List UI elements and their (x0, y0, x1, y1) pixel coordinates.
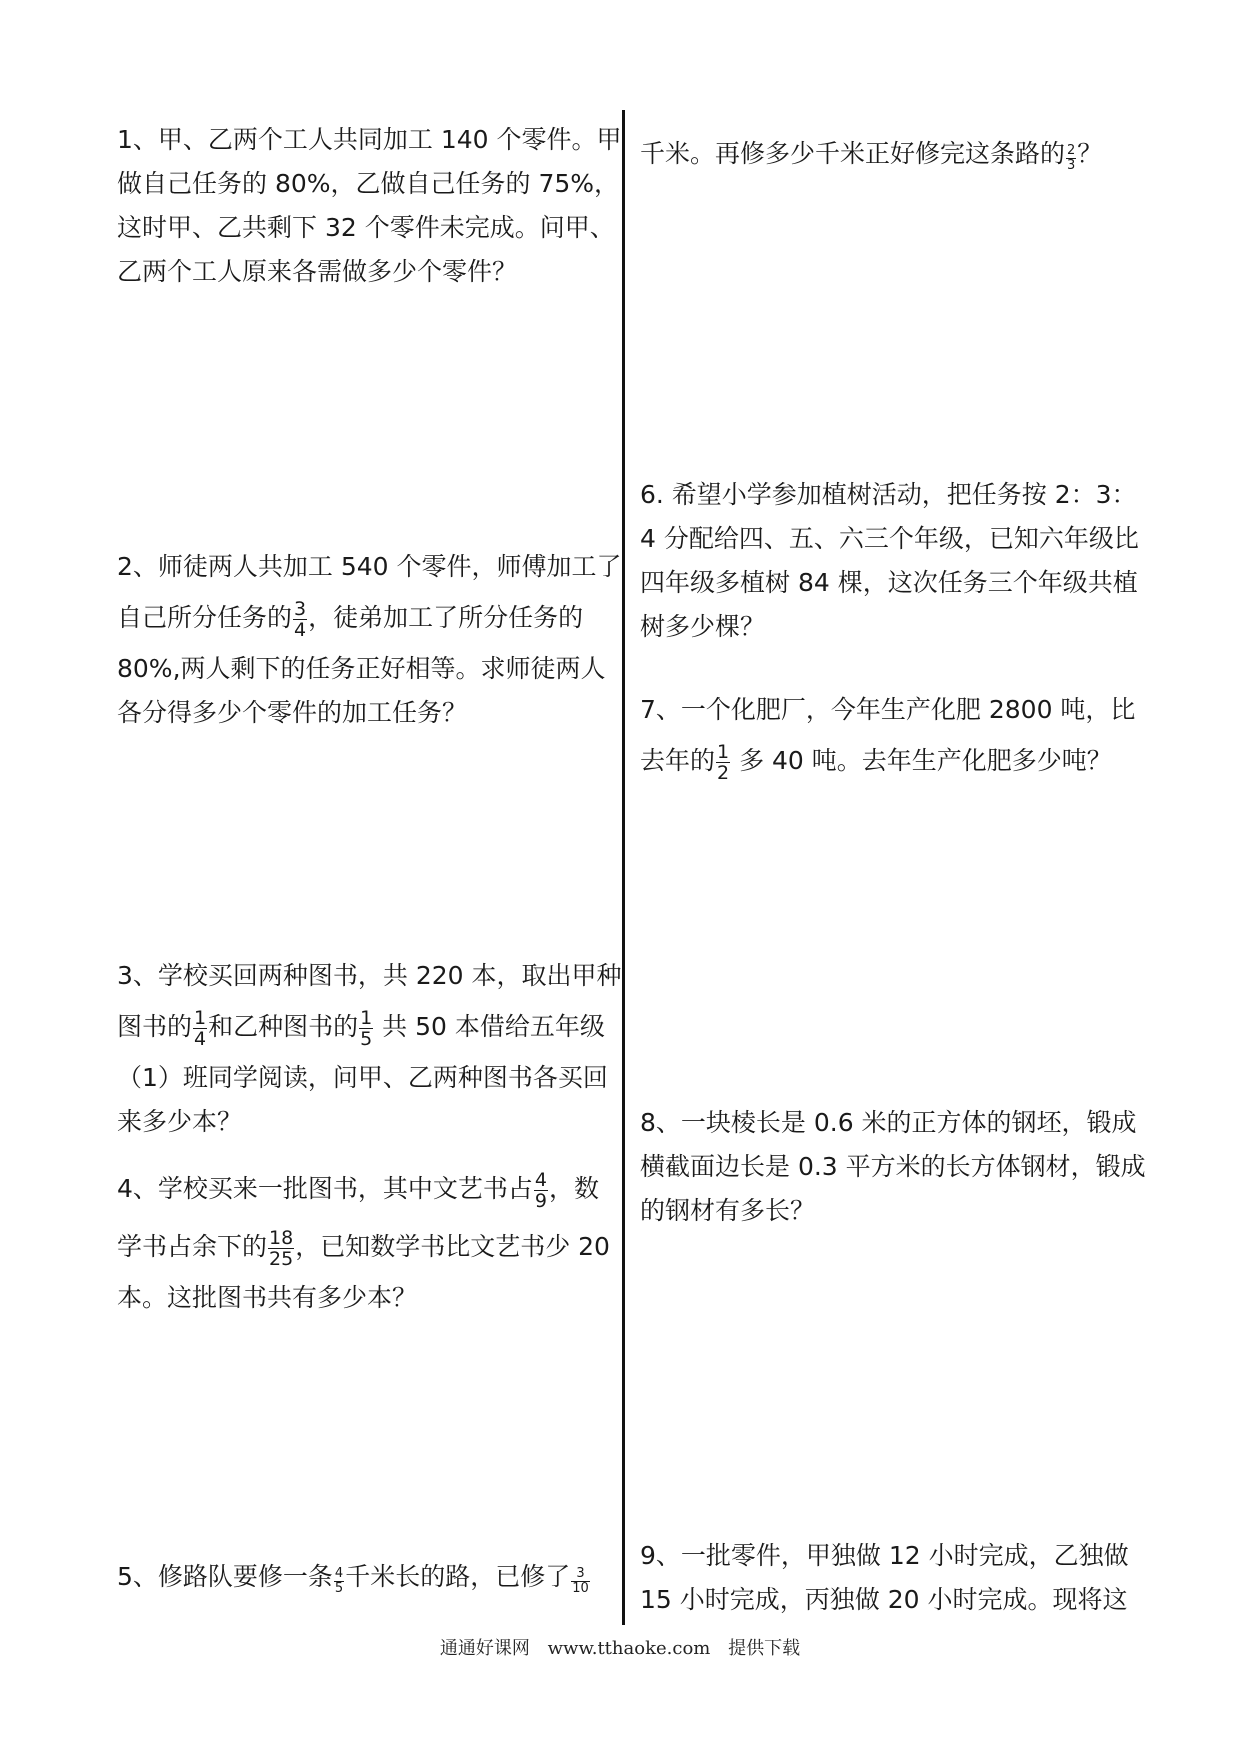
denominator: 25 (269, 1247, 294, 1270)
problem-2-line: 各分得多少个零件的加工任务？ (117, 698, 468, 727)
problem-1-line: 1、甲、乙两个工人共同加工 140 个零件。甲 (117, 125, 622, 154)
problem-9 (640, 1534, 1129, 1622)
problem-2 (117, 545, 622, 735)
problem-1 (117, 118, 622, 294)
problem-6-line: 树多少棵？ (640, 612, 766, 641)
problem-7-line: 7、一个化肥厂，今年生产化肥 2800 吨，比 (640, 695, 1136, 724)
text: 和乙种图书的 (208, 1012, 359, 1041)
numerator: 1 (194, 1006, 207, 1029)
numerator: 3 (294, 597, 307, 620)
numerator: 3 (576, 1566, 585, 1581)
text: 多 40 吨。去年生产化肥多少吨？ (739, 746, 1112, 775)
text: 4、学校买来一批图书，其中文艺书占 (117, 1174, 533, 1203)
footer-site-name: 通通好课网 (439, 1638, 530, 1659)
text: 千米。再修多少千米正好修完这条路的 (640, 139, 1066, 168)
problem-6-line: 4 分配给四、五、六三个年级，已知六年级比 (640, 524, 1139, 553)
text: ，已知数学书比文艺书少 20 (295, 1232, 610, 1261)
problem-5-line (640, 125, 1102, 183)
denominator: 10 (572, 1581, 589, 1596)
numerator: 4 (534, 1168, 548, 1191)
problem-6-line: 6. 希望小学参加植树活动，把任务按 2：3： (640, 480, 1137, 509)
text: 学书占余下的 (117, 1232, 268, 1261)
column-divider (622, 110, 625, 1625)
numerator: 1 (717, 740, 730, 763)
problem-9-line: 15 小时完成，丙独做 20 小时完成。现将这 (640, 1585, 1128, 1614)
problem-6-line: 四年级多植树 84 棵，这次任务三个年级共植 (640, 568, 1138, 597)
problem-3-line: 来多少本？ (117, 1107, 243, 1136)
denominator: 4 (194, 1027, 207, 1050)
problem-1-line: 这时甲、乙共剩下 32 个零件未完成。问甲、 (117, 213, 615, 242)
problem-6 (640, 473, 1139, 649)
problem-7 (640, 688, 1135, 790)
problem-8-line: 的钢材有多长？ (640, 1196, 816, 1225)
problem-5-continuation (640, 125, 1102, 183)
fraction (359, 1008, 373, 1049)
text: 共 50 本借给五年级 (382, 1012, 605, 1041)
problem-9-line: 9、一批零件，甲独做 12 小时完成，乙独做 (640, 1541, 1129, 1570)
fraction (268, 1228, 294, 1269)
denominator: 2 (717, 761, 730, 784)
text: 自己所分任务的 (117, 603, 293, 632)
page-footer (0, 1634, 1240, 1660)
problem-4 (117, 1160, 610, 1320)
problem-5 (117, 1548, 591, 1606)
text: 千米长的路，已修了 (345, 1562, 571, 1591)
denominator: 4 (294, 618, 307, 641)
denominator: 3 (1067, 158, 1076, 173)
fraction (1066, 144, 1076, 173)
text: 图书的 (117, 1012, 193, 1041)
problem-4-line (117, 1160, 610, 1218)
text: ，徒弟加工了所分任务的 (308, 603, 584, 632)
problem-2-line: 2、师徒两人共加工 540 个零件，师傅加工了 (117, 552, 622, 581)
numerator: 1 (360, 1006, 373, 1029)
problem-3-line (117, 998, 622, 1056)
problem-3 (117, 954, 622, 1144)
numerator: 18 (269, 1226, 294, 1249)
fraction (334, 1567, 344, 1596)
fraction (193, 1008, 207, 1049)
problem-8-line: 8、一块棱长是 0.6 米的正方体的钢坯，锻成 (640, 1108, 1137, 1137)
fraction (571, 1567, 590, 1596)
fraction (716, 742, 730, 783)
problem-5-line (117, 1548, 591, 1606)
problem-2-line: 80%,两人剩下的任务正好相等。求师徒两人 (117, 654, 606, 683)
denominator: 5 (334, 1581, 344, 1596)
denominator: 9 (534, 1189, 548, 1212)
denominator: 5 (360, 1027, 373, 1050)
problem-3-line: （1）班同学阅读，问甲、乙两种图书各买回 (117, 1063, 608, 1092)
problem-8 (640, 1101, 1146, 1233)
problem-1-line: 乙两个工人原来各需做多少个零件？ (117, 257, 518, 286)
text: 去年的 (640, 746, 716, 775)
problem-3-line: 3、学校买回两种图书，共 220 本，取出甲种 (117, 961, 622, 990)
text: ，数 (549, 1174, 600, 1203)
numerator: 4 (334, 1566, 344, 1581)
footer-note: 提供下载 (728, 1638, 801, 1659)
numerator: 2 (1067, 143, 1076, 158)
problem-8-line: 横截面边长是 0.3 平方米的长方体钢材，锻成 (640, 1152, 1146, 1181)
problem-1-line: 做自己任务的 80%，乙做自己任务的 75%， (117, 169, 620, 198)
text: ？ (1077, 139, 1103, 168)
fraction (293, 599, 307, 640)
footer-url: www.tthaoke.com (547, 1638, 711, 1659)
problem-7-line (640, 732, 1135, 790)
text: 5、修路队要修一条 (117, 1562, 333, 1591)
problem-4-line: 本。这批图书共有多少本？ (117, 1283, 418, 1312)
problem-4-line (117, 1218, 610, 1276)
fraction (534, 1170, 548, 1211)
problem-2-line (117, 589, 622, 647)
